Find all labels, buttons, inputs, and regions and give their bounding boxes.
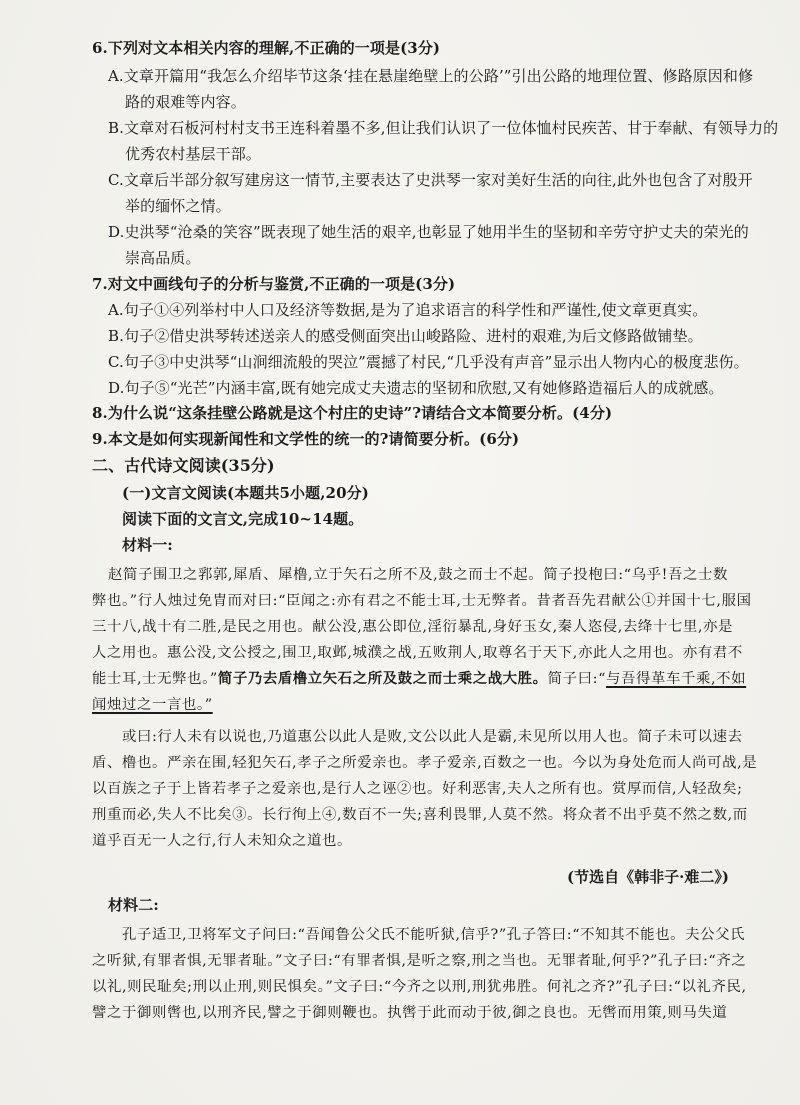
material-1-line: 人之用也。惠公没,文公授之,围卫,取邺,城濮之战,五败荆人,取尊名于天下,亦此人之用也。亦有君不 [92, 645, 743, 661]
section-2-heading: 二、古代诗文阅读(35分) [92, 456, 275, 475]
q6-option-b-cont: 优秀农村基层干部。 [125, 145, 261, 163]
question-6-stem: 6.下列对文本相关内容的理解,不正确的一项是(3分) [92, 39, 441, 57]
commentary-line: 以百族之子于上皆若孝子之爱亲也,是行人之诬②也。好利恶害,夫人之所有也。赏厚而信,人轻敌矣; [92, 781, 743, 797]
material-2-line: 孔子适卫,卫将军文子问曰:“吾闻鲁公父氏不能听狱,信乎?”孔子答曰:“不知其不能也。夫公父氏 [122, 927, 746, 943]
q7-option-c: C.句子③中史洪琴“山涧细流般的哭泣”震撼了村民,“几乎没有声音”显示出人物内心的极度悲伤。 [108, 353, 749, 371]
q7-option-d: D.句子⑤“光芒”内涵丰富,既有她完成丈夫遗志的坚韧和欣慰,又有她修路造福后人的成就感。 [108, 379, 724, 397]
material-1-line: 赵简子围卫之郛郭,犀盾、犀橹,立于矢石之所不及,鼓之而士不起。简子投枹曰:“乌乎!吾之士数 [108, 567, 728, 583]
q6-option-d: D.史洪琴“沧桑的笑容”既表现了她生活的艰辛,也彰显了她用半生的坚韧和辛劳守护丈夫的荣光的 [108, 223, 749, 241]
commentary-line: 刑重而必,失人不比矣③。长行徇上④,数百不一失;喜利畏罪,人莫不然。将众者不出乎莫不然之数,而 [92, 807, 748, 823]
q7-option-b: B.句子②借史洪琴转述送亲人的感受侧面突出山峻路险、进村的艰难,为后文修路做铺垫。 [108, 327, 703, 345]
q6-option-b: B.文章对石板河村村支书王连科着墨不多,但让我们认识了一位体恤村民疾苦、甘于奉献、有领导力的 [108, 119, 779, 137]
commentary-line: 或曰:行人未有以说也,乃道惠公以此人是败,文公以此人是霸,未见所以用人也。简子未可以速去 [122, 729, 743, 745]
material-2-line: 譬之于御则辔也,以刑齐民,譬之于御则鞭也。执辔于此而动于彼,御之良也。无辔而用策,则马失道 [92, 1005, 728, 1021]
question-8: 8.为什么说“这条挂壁公路就是这个村庄的史诗”?请结合文本简要分析。(4分) [92, 404, 613, 422]
q7-option-a: A.句子①④列举村中人口及经济等数据,是为了追求语言的科学性和严谨性,使文章更真实。 [108, 301, 708, 319]
question-9: 9.本文是如何实现新闻性和文学性的统一的?请简要分析。(6分) [92, 430, 520, 448]
material-2-line: 以礼,则民耻矣;刑以止刑,则民惧矣。”文子曰:“今齐之以刑,刑犹弗胜。何礼之齐?”孔子曰:“以礼齐民, [92, 979, 747, 995]
material-2-line: 之听狱,有罪者惧,无罪者耻。”文子曰:“有罪者惧,是听之察,刑之当也。无罪者耻,何乎?”孔子曰:“齐之 [92, 953, 747, 969]
commentary-line: 道乎百无一人之行,行人未知众之道也。 [92, 833, 353, 849]
q6-option-a-cont: 路的艰难等内容。 [125, 93, 246, 111]
material-1-line: 弊也。”行人烛过免胄而对曰:“臣闻之:亦有君之不能士耳,士无弊者。昔者吾先君献公①并国十七,服国 [92, 593, 752, 609]
q6-option-a: A.文章开篇用“我怎么介绍毕节这条‘挂在悬崖绝壁上的公路’”引出公路的地理位置、修路原因和修 [108, 67, 754, 85]
material-1-label: 材料一: [122, 536, 173, 554]
material-1-text: 简子曰:“ [547, 671, 607, 687]
source-1: (节选自《韩非子·难二》) [567, 868, 729, 886]
material-1-text: 能士耳,士无弊也。” [92, 671, 218, 687]
subsection-classical-reading: (一)文言文阅读(本题共5小题,20分) [122, 484, 369, 502]
underlined-sentence: 闻烛过之一言也。” [92, 697, 213, 713]
material-1-bold-sentence: 简子乃去盾橹立矢石之所及鼓之而士乘之战大胜。 [217, 670, 548, 687]
reading-instruction: 阅读下面的文言文,完成10~14题。 [122, 510, 364, 528]
material-2-label: 材料二: [108, 896, 159, 914]
underlined-sentence: 与吾得革车千乘,不如 [606, 671, 747, 687]
q6-option-c-cont: 举的缅怀之情。 [125, 197, 231, 215]
commentary-line: 盾、橹也。严亲在围,轻犯矢石,孝子之所爱亲也。孝子爱亲,百数之一也。今以为身处危而人尚可战,是 [92, 755, 758, 771]
q6-option-d-cont: 崇高品质。 [125, 249, 201, 267]
question-7-stem: 7.对文中画线句子的分析与鉴赏,不正确的一项是(3分) [92, 275, 456, 293]
material-1-line: 三十八,战十有二胜,是民之用也。献公没,惠公即位,淫衍暴乱,身好玉女,秦人恣侵,去绛十七里,亦是 [92, 619, 734, 635]
q6-option-c: C.文章后半部分叙写建房这一情节,主要表达了史洪琴一家对美好生活的向往,此外也包含了对殷开 [108, 171, 753, 189]
